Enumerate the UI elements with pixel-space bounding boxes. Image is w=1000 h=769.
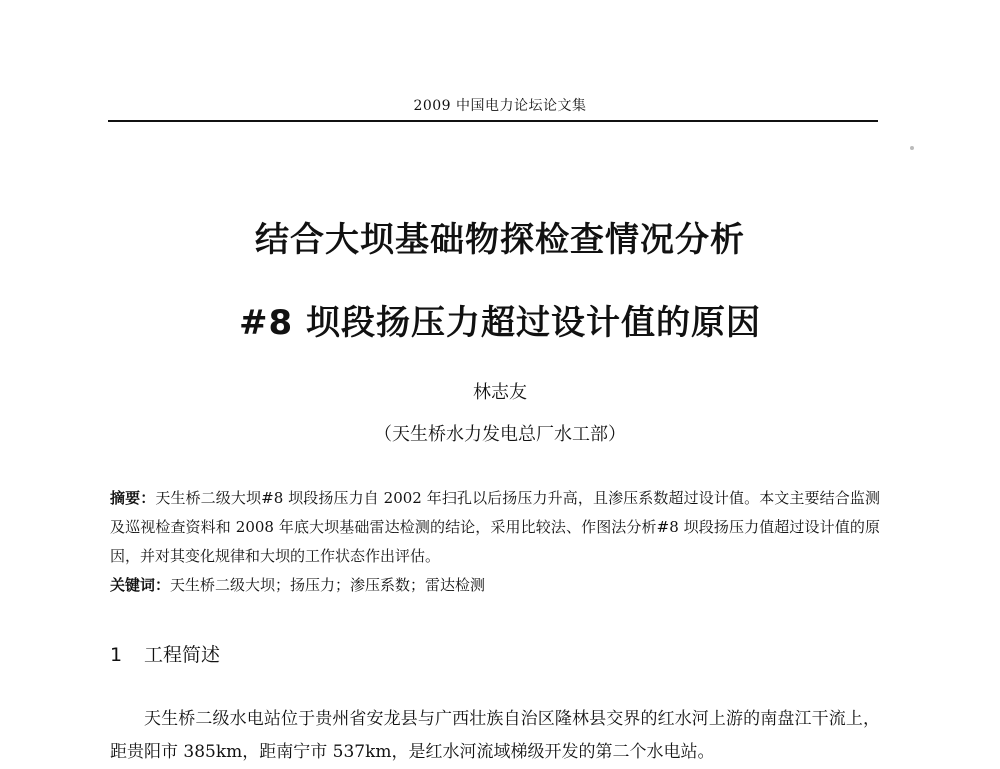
abstract-text: 天生桥二级大坝#8 坝段扬压力自 2002 年扫孔以后扬压力升高，且渗压系数超过设计值。本文主要结合监测及巡视检查资料和 2008 年底大坝基础雷达检测的结论，采用比较法、作图法分析#8 坝段扬压力值超过设计值的原因，并对其变化规律和大坝的工作状态作出评估。: [110, 489, 880, 565]
abstract-label: 摘要：: [110, 489, 156, 507]
keywords-label: 关键词：: [110, 576, 171, 594]
author-affiliation: （天生桥水力发电总厂水工部）: [374, 424, 626, 445]
paper-title-line-2: #8 坝段扬压力超过设计值的原因: [239, 303, 761, 343]
header-rule: [108, 120, 878, 122]
running-header: 2009 中国电力论坛论文集: [413, 98, 587, 114]
author-name: 林志友: [473, 382, 527, 403]
section-title: 工程简述: [144, 644, 221, 666]
keywords-text: 天生桥二级大坝；扬压力；渗压系数；雷达检测: [170, 576, 486, 594]
paper-title-line-1: 结合大坝基础物探检查情况分析: [255, 220, 745, 260]
abstract: [110, 484, 880, 571]
section-heading: [110, 640, 220, 667]
body-paragraph: 天生桥二级水电站位于贵州省安龙县与广西壮族自治区隆林县交界的红水河上游的南盘江干流上，距贵阳市 385km，距南宁市 537km，是红水河流域梯级开发的第二个水电站。: [110, 709, 880, 762]
edge-mark: [910, 146, 914, 150]
keywords: [110, 571, 880, 600]
section-number: 1: [110, 644, 123, 666]
